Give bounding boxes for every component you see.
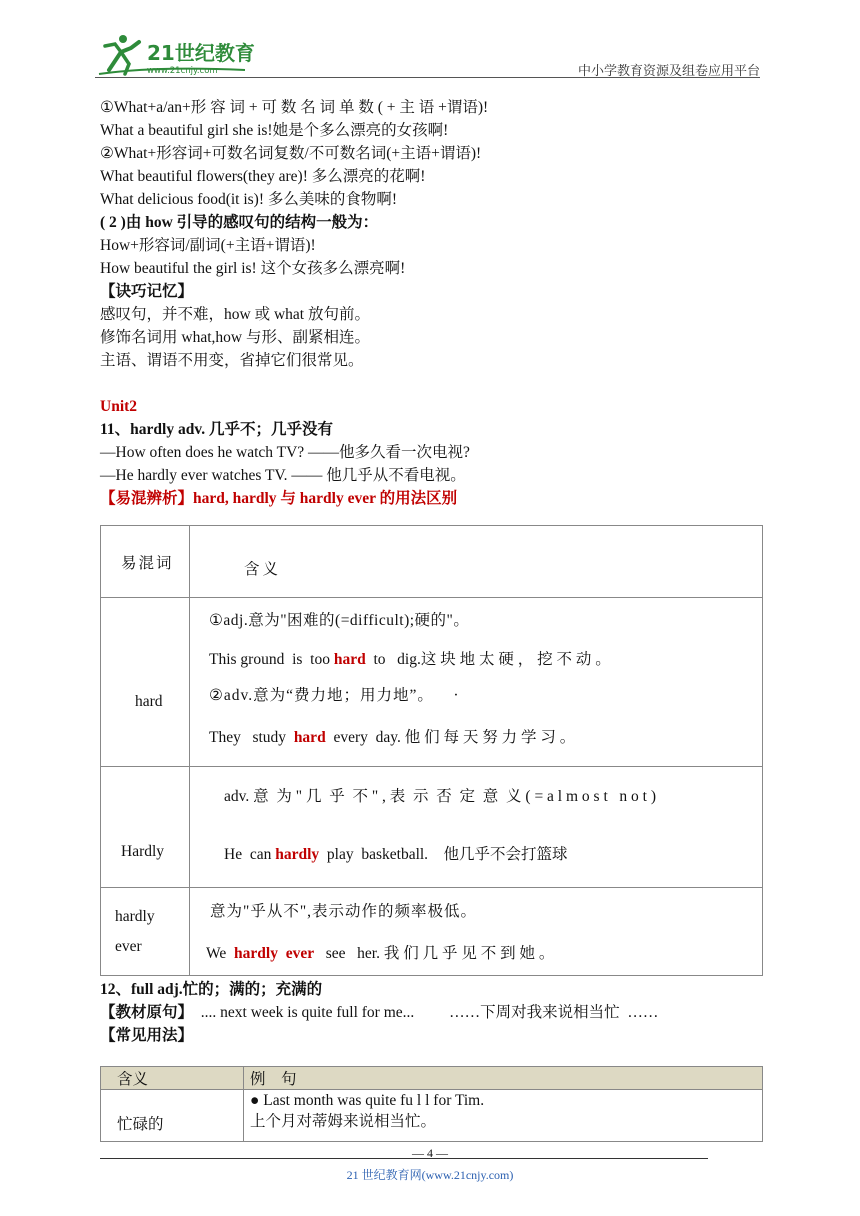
table-header-cell: 含义 [190, 526, 763, 598]
table-cell: 忙碌的 [101, 1090, 244, 1142]
item-12-section [100, 978, 760, 1047]
text-line: —He hardly ever watches TV. —— 他几乎从不看电视。 [100, 467, 466, 484]
usage-table [100, 1066, 763, 1142]
table-cell [190, 598, 763, 767]
table-header-cell: 易混词 [101, 526, 190, 598]
table-cell: ● Last month was quite fu l l for Tim. 上个月对蒂姆来说相当忙。 [244, 1090, 763, 1142]
table-row [101, 888, 763, 976]
table-cell: hard [101, 598, 190, 767]
platform-name: 中小学教育资源及组卷应用平台 [577, 63, 760, 78]
svg-text:21世纪教育: 21世纪教育 [147, 41, 255, 65]
section-heading: ( 2 )由 how 引导的感叹句的结构一般为： [100, 214, 379, 231]
text-line: ②What+形容词+可数名词复数/不可数名词(+主语+谓语)! [100, 145, 482, 162]
text-line: How beautiful the girl is! 这个女孩多么漂亮啊! [100, 260, 406, 277]
example-text: We hardly ever see her. 我 们 几 乎 见 不 到 她 。 [206, 944, 555, 962]
item-title: 11、hardly adv. 几乎不；几乎没有 [100, 421, 333, 438]
logo-icon [95, 30, 275, 78]
meaning-text: 意为"乎从不",表示动作的频率极低。 [210, 902, 478, 920]
header-divider [95, 77, 760, 78]
text-line: 主语、谓语不用变，省掉它们很常见。 [100, 352, 364, 369]
table-row [101, 1090, 763, 1142]
compare-title: 【易混辨析】hard, hardly 与 hardly ever 的用法区别 [100, 490, 458, 507]
text-line: 感叹句，并不难，how 或 what 放句前。 [100, 306, 370, 323]
item-title: 12、full adj.忙的；满的；充满的 [100, 981, 323, 998]
table-row [101, 1067, 763, 1090]
text-line: 【教材原句】 .... next week is quite full for me... ……下周对我来说相当忙 …… [100, 1004, 659, 1021]
table-row [101, 526, 763, 598]
text-line: ①What+a/an+形 容 词 + 可 数 名 词 单 数 ( + 主 语 +谓语)! [100, 99, 489, 116]
table-cell: Hardly [101, 767, 190, 888]
main-content [100, 96, 760, 510]
comparison-table [100, 525, 763, 976]
table-row [101, 598, 763, 767]
meaning-text: adv. 意 为 " 几 乎 不 " , 表 示 否 定 意 义 ( = a l m o s t n o t ) [224, 788, 656, 805]
section-heading: 【常见用法】 [100, 1027, 194, 1044]
meaning-text: ②adv.意为“费力地；用力地”。 · [209, 687, 460, 704]
meaning-text: ①adj.意为"困难的(=difficult);硬的"。 [209, 612, 470, 629]
text-line: What beautiful flowers(they are)! 多么漂亮的花啊! [100, 168, 426, 185]
text-line: What a beautiful girl she is!她是个多么漂亮的女孩啊! [100, 122, 449, 139]
table-header-cell: 例 句 [244, 1067, 763, 1090]
example-text: This ground is too hard to dig.这 块 地 太 硬 ， 挖 不 动 。 [209, 651, 611, 668]
text-line: 修饰名词用 what,how 与形、副紧相连。 [100, 329, 370, 346]
table-row [101, 767, 763, 888]
page-header [95, 30, 760, 78]
example-text: He can hardly play basketball. 他几乎不会打篮球 [224, 846, 568, 863]
table-header-cell: 含义 [101, 1067, 244, 1090]
table-cell [190, 767, 763, 888]
svg-text:www.21cnjy.com: www.21cnjy.com [147, 66, 218, 76]
text-line: —How often does he watch TV? ——他多久看一次电视? [100, 444, 470, 461]
text-line: How+形容词/副词(+主语+谓语)! [100, 237, 316, 254]
table-cell: hardly ever [101, 888, 190, 976]
table-cell [190, 888, 763, 976]
text-line: What delicious food(it is)! 多么美味的食物啊! [100, 191, 398, 208]
footer-divider [100, 1158, 708, 1159]
unit-title: Unit2 [100, 398, 138, 415]
footer-link[interactable]: 21 世纪教育网(www.21cnjy.com) [346, 1168, 514, 1182]
page-number: — 4 — [412, 1146, 448, 1160]
section-heading: 【诀巧记忆】 [100, 283, 194, 300]
example-text: They study hard every day. 他 们 每 天 努 力 学 习 。 [209, 729, 576, 746]
